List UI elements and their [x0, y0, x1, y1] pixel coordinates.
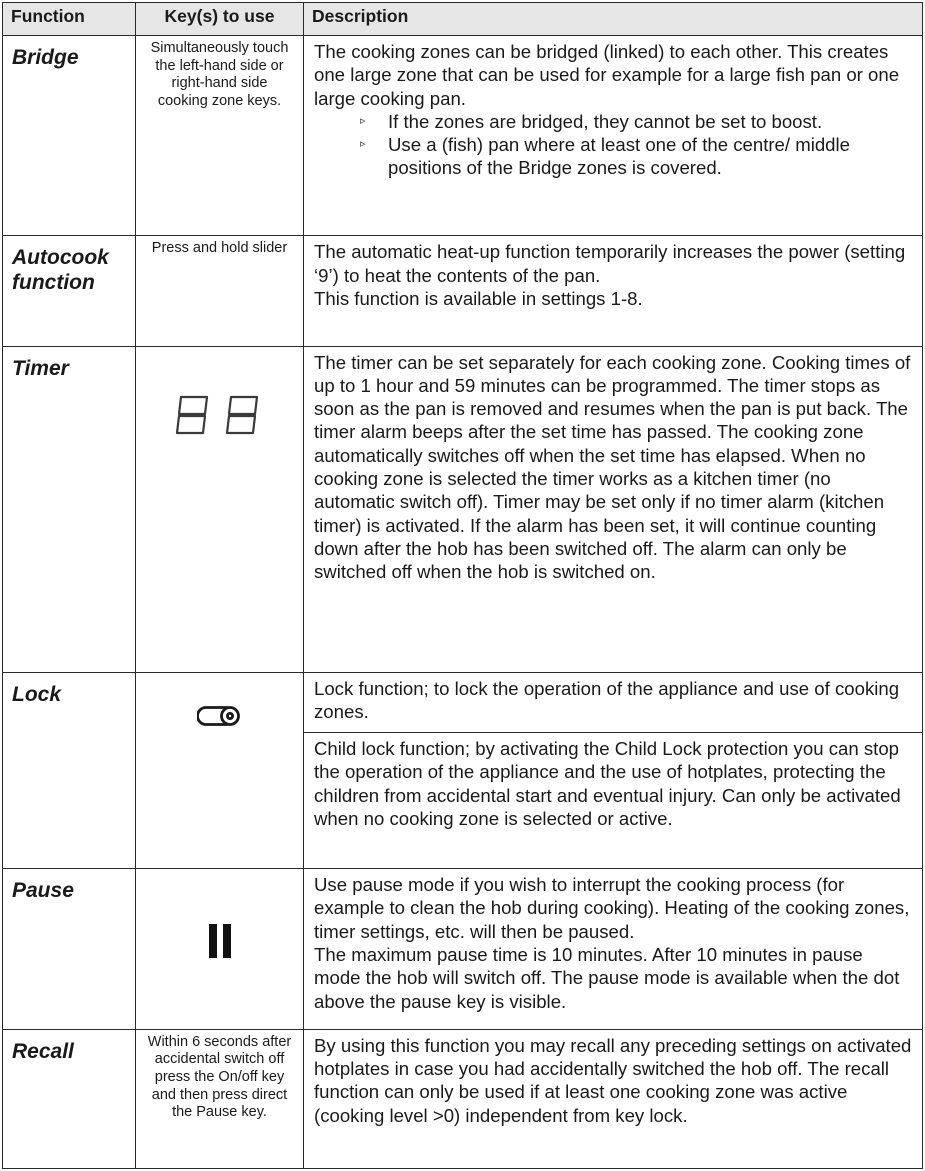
keys-lock	[136, 673, 304, 869]
triangle-bullet-icon: ▹	[360, 138, 366, 151]
header-row	[3, 3, 923, 36]
keys-pause	[136, 869, 304, 1030]
description-autocook: The automatic heat-up function temporarily increases the power (setting ‘9’) to heat the contents of the pan. This function is available in settings 1-8.	[304, 236, 923, 346]
list-item: ▹ If the zones are bridged, they cannot be set to boost.	[360, 110, 823, 132]
triangle-bullet-icon: ▹	[360, 114, 366, 127]
function-name-recall: Recall	[3, 1029, 136, 1168]
seven-segment-88-display-icon	[173, 395, 267, 435]
header-description: Description	[304, 3, 923, 36]
function-name-bridge: Bridge	[3, 36, 136, 236]
function-name-lock: Lock	[3, 673, 136, 869]
description-child-lock: Child lock function; by activating the Child Lock protection you can stop the operation of the appliance and the use of hotplates, protecting the children from accidental start and eventual injury. Can only be activated when no cooking zone is selected or active.	[304, 733, 923, 869]
bridge-bullet-list	[314, 110, 914, 180]
table-row-pause	[3, 869, 923, 1030]
table-row-lock	[3, 673, 923, 733]
table-row-bridge	[3, 36, 923, 236]
key-icon	[197, 703, 243, 729]
table-row-recall	[3, 1029, 923, 1168]
keys-bridge: Simultaneously touch the left-hand side or right-hand side cooking zone keys.	[136, 36, 304, 236]
description-bridge-text: The cooking zones can be bridged (linked) to each other. This creates one large zone that can be used for example for a large fish pan or one large cooking pan.	[314, 41, 900, 109]
keys-autocook: Press and hold slider	[136, 236, 304, 346]
list-item: ▹ Use a (fish) pan where at least one of the centre/ middle positions of the Bridge zones is covered.	[360, 134, 850, 179]
description-bridge	[304, 36, 923, 236]
description-timer: The timer can be set separately for each cooking zone. Cooking times of up to 1 hour and 59 minutes can be programmed. The timer stops as soon as the pan is removed and resumes when the pan is put back. The timer alarm beeps after the set time has passed. The cooking zone automatically switches off when the set time has elapsed. When no cooking zone is selected the timer works as a kitchen timer (no automatic switch off). Timer may be set only if no timer alarm (kitchen timer) is activated. If the alarm has been set, it will continue counting down after the hob has been switched off. The alarm can only be switched off when the hob is switched on.	[304, 346, 923, 673]
pause-icon	[208, 924, 232, 958]
description-pause: Use pause mode if you wish to interrupt the cooking process (for example to clean the hob during cooking). Heating of the cooking zones, timer settings, etc. will then be paused. The maximum pause time is 10 minutes. After 10 minutes in pause mode the hob will switch off. The pause mode is available when the dot above the pause key is visible.	[304, 869, 923, 1030]
table-row-autocook	[3, 236, 923, 346]
description-lock: Lock function; to lock the operation of the appliance and use of cooking zones.	[304, 673, 923, 733]
function-name-pause: Pause	[3, 869, 136, 1030]
keys-recall: Within 6 seconds after accidental switch off press the On/off key and then press direct the Pause key.	[136, 1029, 304, 1168]
description-recall: By using this function you may recall any preceding settings on activated hotplates in case you had accidentally switched the hob off. The recall function can only be used if at least one cooking zone was active (cooking level >0) independent from key lock.	[304, 1029, 923, 1168]
header-function: Function	[3, 3, 136, 36]
header-keys: Key(s) to use	[136, 3, 304, 36]
function-table	[2, 2, 923, 1169]
function-name-timer: Timer	[3, 346, 136, 673]
table-row-timer	[3, 346, 923, 673]
function-name-autocook: Autocook function	[3, 236, 136, 346]
keys-timer	[136, 346, 304, 673]
